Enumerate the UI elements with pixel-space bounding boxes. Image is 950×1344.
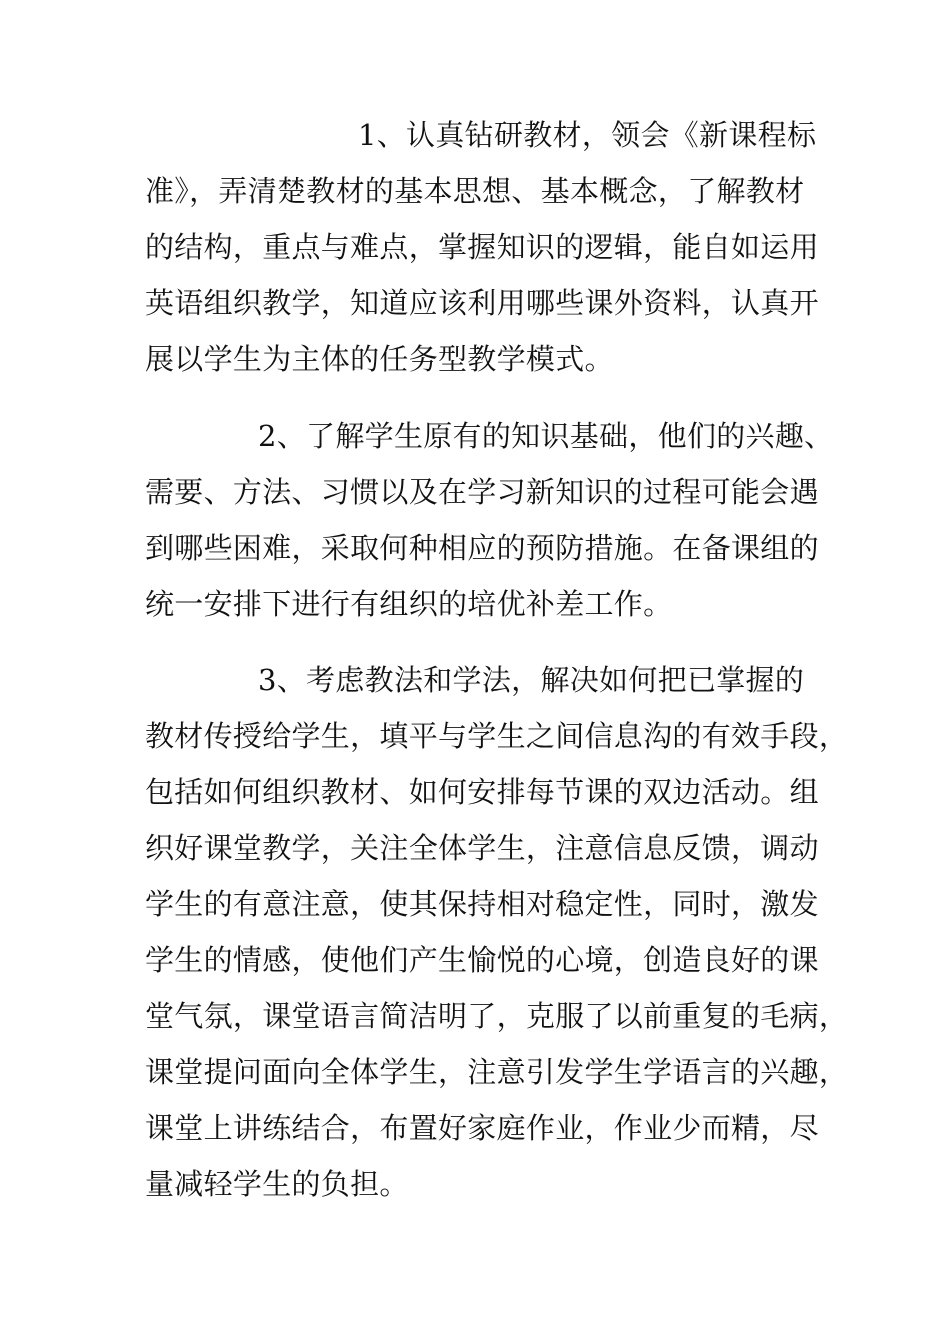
paragraph-3-line-6: 学生的情感，使他们产生愉悦的心境，创造良好的课 bbox=[145, 943, 819, 977]
paragraph-1-line-2: 准》，弄清楚教材的基本思想、基本概念，了解教材 bbox=[145, 174, 805, 208]
paragraph-3-line-1: 3、考虑教法和学法，解决如何把已掌握的 bbox=[258, 663, 805, 697]
paragraph-2-line-2: 需要、方法、习惯以及在学习新知识的过程可能会遇 bbox=[145, 475, 819, 509]
paragraph-3-line-9: 课堂上讲练结合，布置好家庭作业，作业少而精，尽 bbox=[145, 1111, 819, 1145]
paragraph-2-line-3: 到哪些困难，采取何种相应的预防措施。在备课组的 bbox=[145, 531, 819, 565]
paragraph-3-line-10: 量减轻学生的负担。 bbox=[145, 1167, 409, 1201]
paragraph-1-line-5: 展以学生为主体的任务型教学模式。 bbox=[145, 342, 614, 376]
paragraph-3-line-5: 学生的有意注意，使其保持相对稳定性，同时，激发 bbox=[145, 887, 819, 921]
paragraph-1-line-4: 英语组织教学，知道应该利用哪些课外资料，认真开 bbox=[145, 286, 819, 320]
paragraph-3-line-3: 包括如何组织教材、如何安排每节课的双边活动。组 bbox=[145, 775, 819, 809]
paragraph-2-line-4: 统一安排下进行有组织的培优补差工作。 bbox=[145, 587, 673, 621]
paragraph-1-line-3: 的结构，重点与难点，掌握知识的逻辑，能自如运用 bbox=[145, 230, 819, 264]
paragraph-3-line-7: 堂气氛，课堂语言简洁明了，克服了以前重复的毛病， bbox=[145, 999, 849, 1033]
paragraph-3-line-8: 课堂提问面向全体学生，注意引发学生学语言的兴趣， bbox=[145, 1055, 849, 1089]
paragraph-1-line-1: 1、认真钻研教材，领会《新课程标 bbox=[358, 118, 817, 152]
paragraph-3-line-2: 教材传授给学生，填平与学生之间信息沟的有效手段， bbox=[145, 719, 849, 753]
paragraph-3-line-4: 织好课堂教学，关注全体学生，注意信息反馈，调动 bbox=[145, 831, 819, 865]
paragraph-2-line-1: 2、了解学生原有的知识基础，他们的兴趣、 bbox=[258, 419, 834, 453]
